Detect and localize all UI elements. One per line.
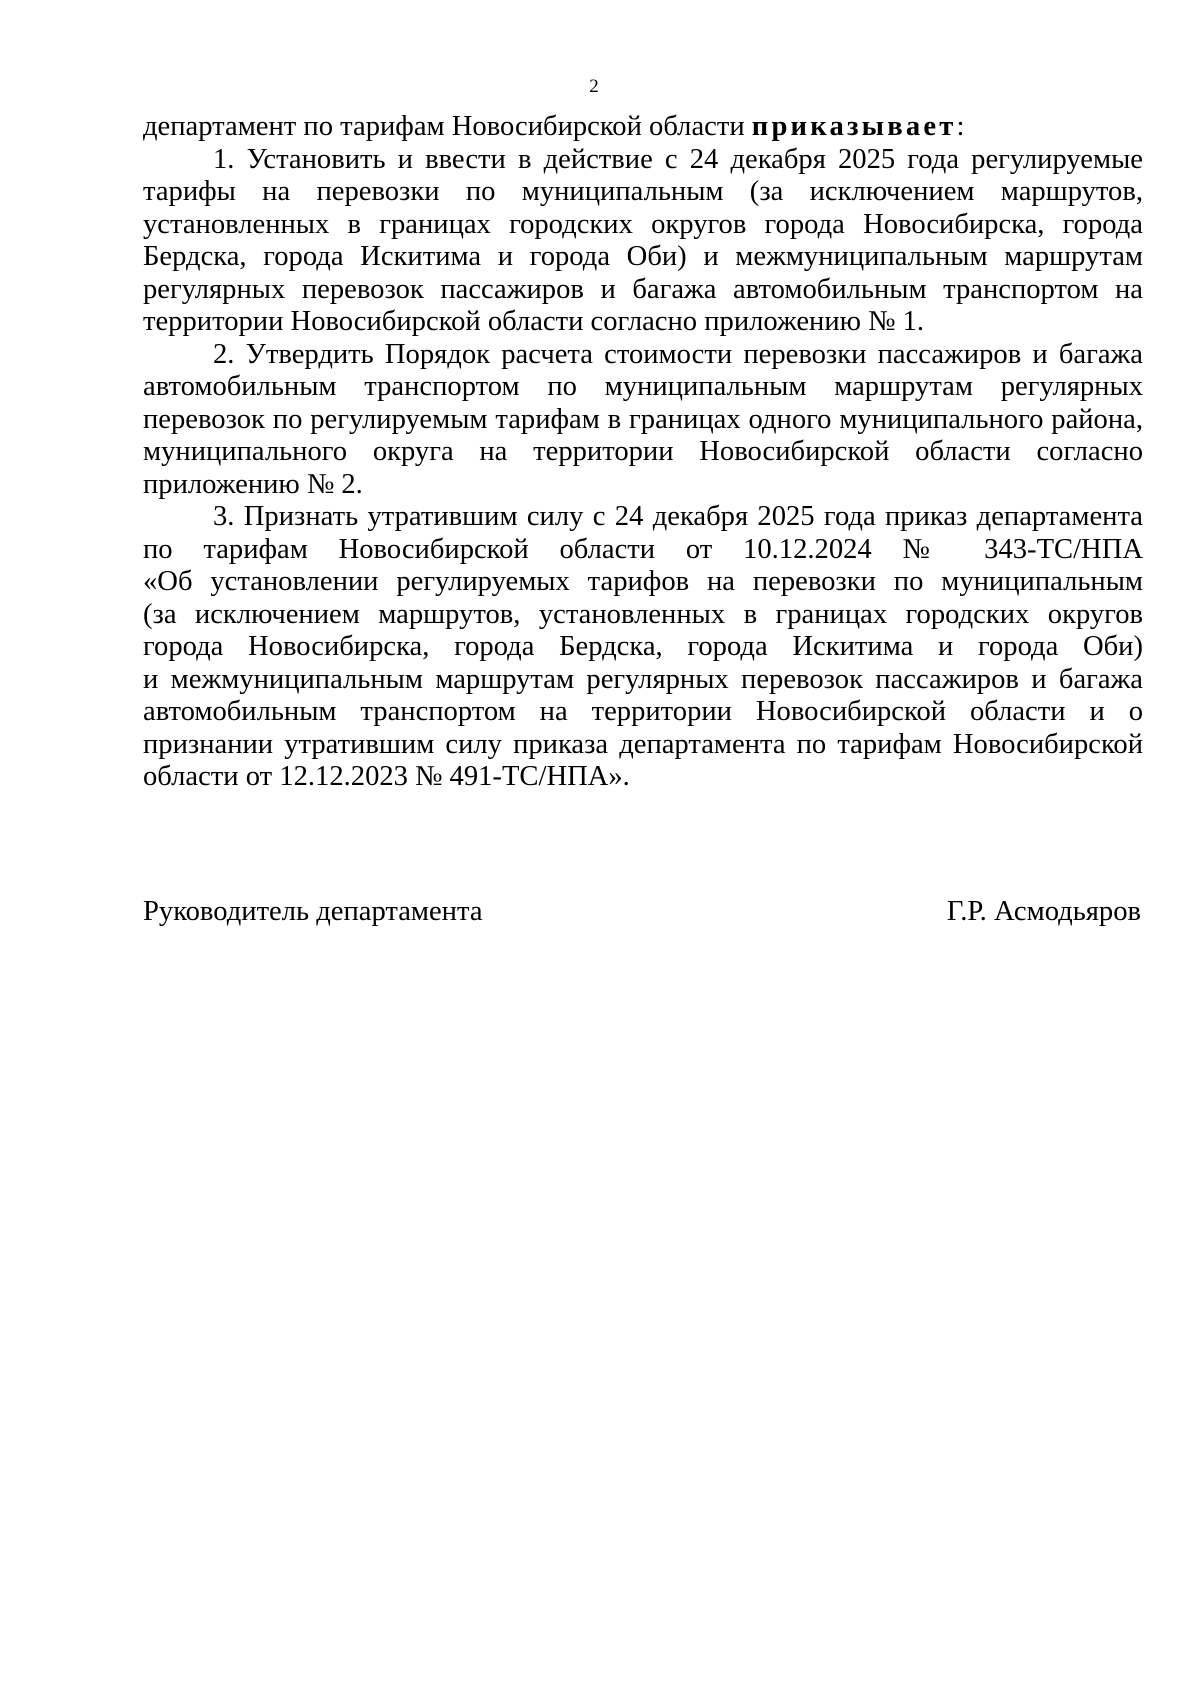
item3-line: (за исключением маршрутов, установленных в границах городских округов bbox=[143, 598, 1143, 630]
item3-line: 3. Признать утратившим силу с 24 декабря 2025 года приказ департамента bbox=[213, 501, 1143, 532]
order-item-3 bbox=[143, 501, 1143, 794]
order-item-2 bbox=[143, 339, 1143, 502]
item1-line: установленных в границах городских округов города Новосибирска, города bbox=[143, 208, 1143, 240]
item1-line: территории Новосибирской области согласно приложению № 1. bbox=[143, 306, 925, 337]
item3-line: признании утратившим силу приказа департамента по тарифам Новосибирской bbox=[143, 728, 1143, 760]
item2-line: приложению № 2. bbox=[143, 468, 363, 500]
item3-line: по тарифам Новосибирской области от 10.12.2024 № 343-ТС/НПА bbox=[143, 533, 1143, 565]
item3-line: автомобильным транспортом на территории Новосибирской области и о bbox=[143, 696, 1143, 727]
item1-line: регулярных перевозок пассажиров и багажа автомобильным транспортом на bbox=[143, 273, 1143, 305]
order-item-1 bbox=[143, 144, 1143, 339]
signatory-name: Г.Р. Асмодьяров bbox=[946, 896, 1141, 927]
item1-line: Бердска, города Искитима и города Оби) и межмуниципальным маршрутам bbox=[143, 241, 1143, 272]
item2-line: муниципального округа на территории Новосибирской области согласно bbox=[143, 436, 1143, 467]
item3-line: области от 12.12.2023 № 491-ТС/НПА». bbox=[143, 761, 630, 792]
order-keyword: приказывает bbox=[751, 111, 957, 142]
intro-colon: : bbox=[956, 111, 965, 142]
intro-text: департамент по тарифам Новосибирской области bbox=[143, 111, 752, 142]
item3-line: города Новосибирска, города Бердска, города Искитима и города Оби) bbox=[143, 631, 1143, 662]
item2-line: перевозок по регулируемым тарифам в границах одного муниципального района, bbox=[143, 403, 1143, 435]
item3-line: «Об установлении регулируемых тарифов на перевозки по муниципальным bbox=[143, 566, 1143, 597]
signatory-position: Руководитель департамента bbox=[143, 896, 483, 927]
item1-line: 1. Установить и ввести в действие с 24 декабря 2025 года регулируемые bbox=[213, 143, 1143, 175]
item2-line: автомобильным транспортом по муниципальным маршрутам регулярных bbox=[143, 371, 1143, 402]
signature-block bbox=[143, 895, 1141, 928]
page-number: 2 bbox=[589, 76, 599, 97]
item3-line: и межмуниципальным маршрутам регулярных перевозок пассажиров и багажа bbox=[143, 663, 1143, 695]
order-body bbox=[143, 111, 1143, 794]
item1-line: тарифы на перевозки по муниципальным (за исключением маршрутов, bbox=[143, 176, 1143, 207]
item2-line: 2. Утвердить Порядок расчета стоимости перевозки пассажиров и багажа bbox=[213, 338, 1143, 370]
intro-line bbox=[143, 111, 1143, 144]
